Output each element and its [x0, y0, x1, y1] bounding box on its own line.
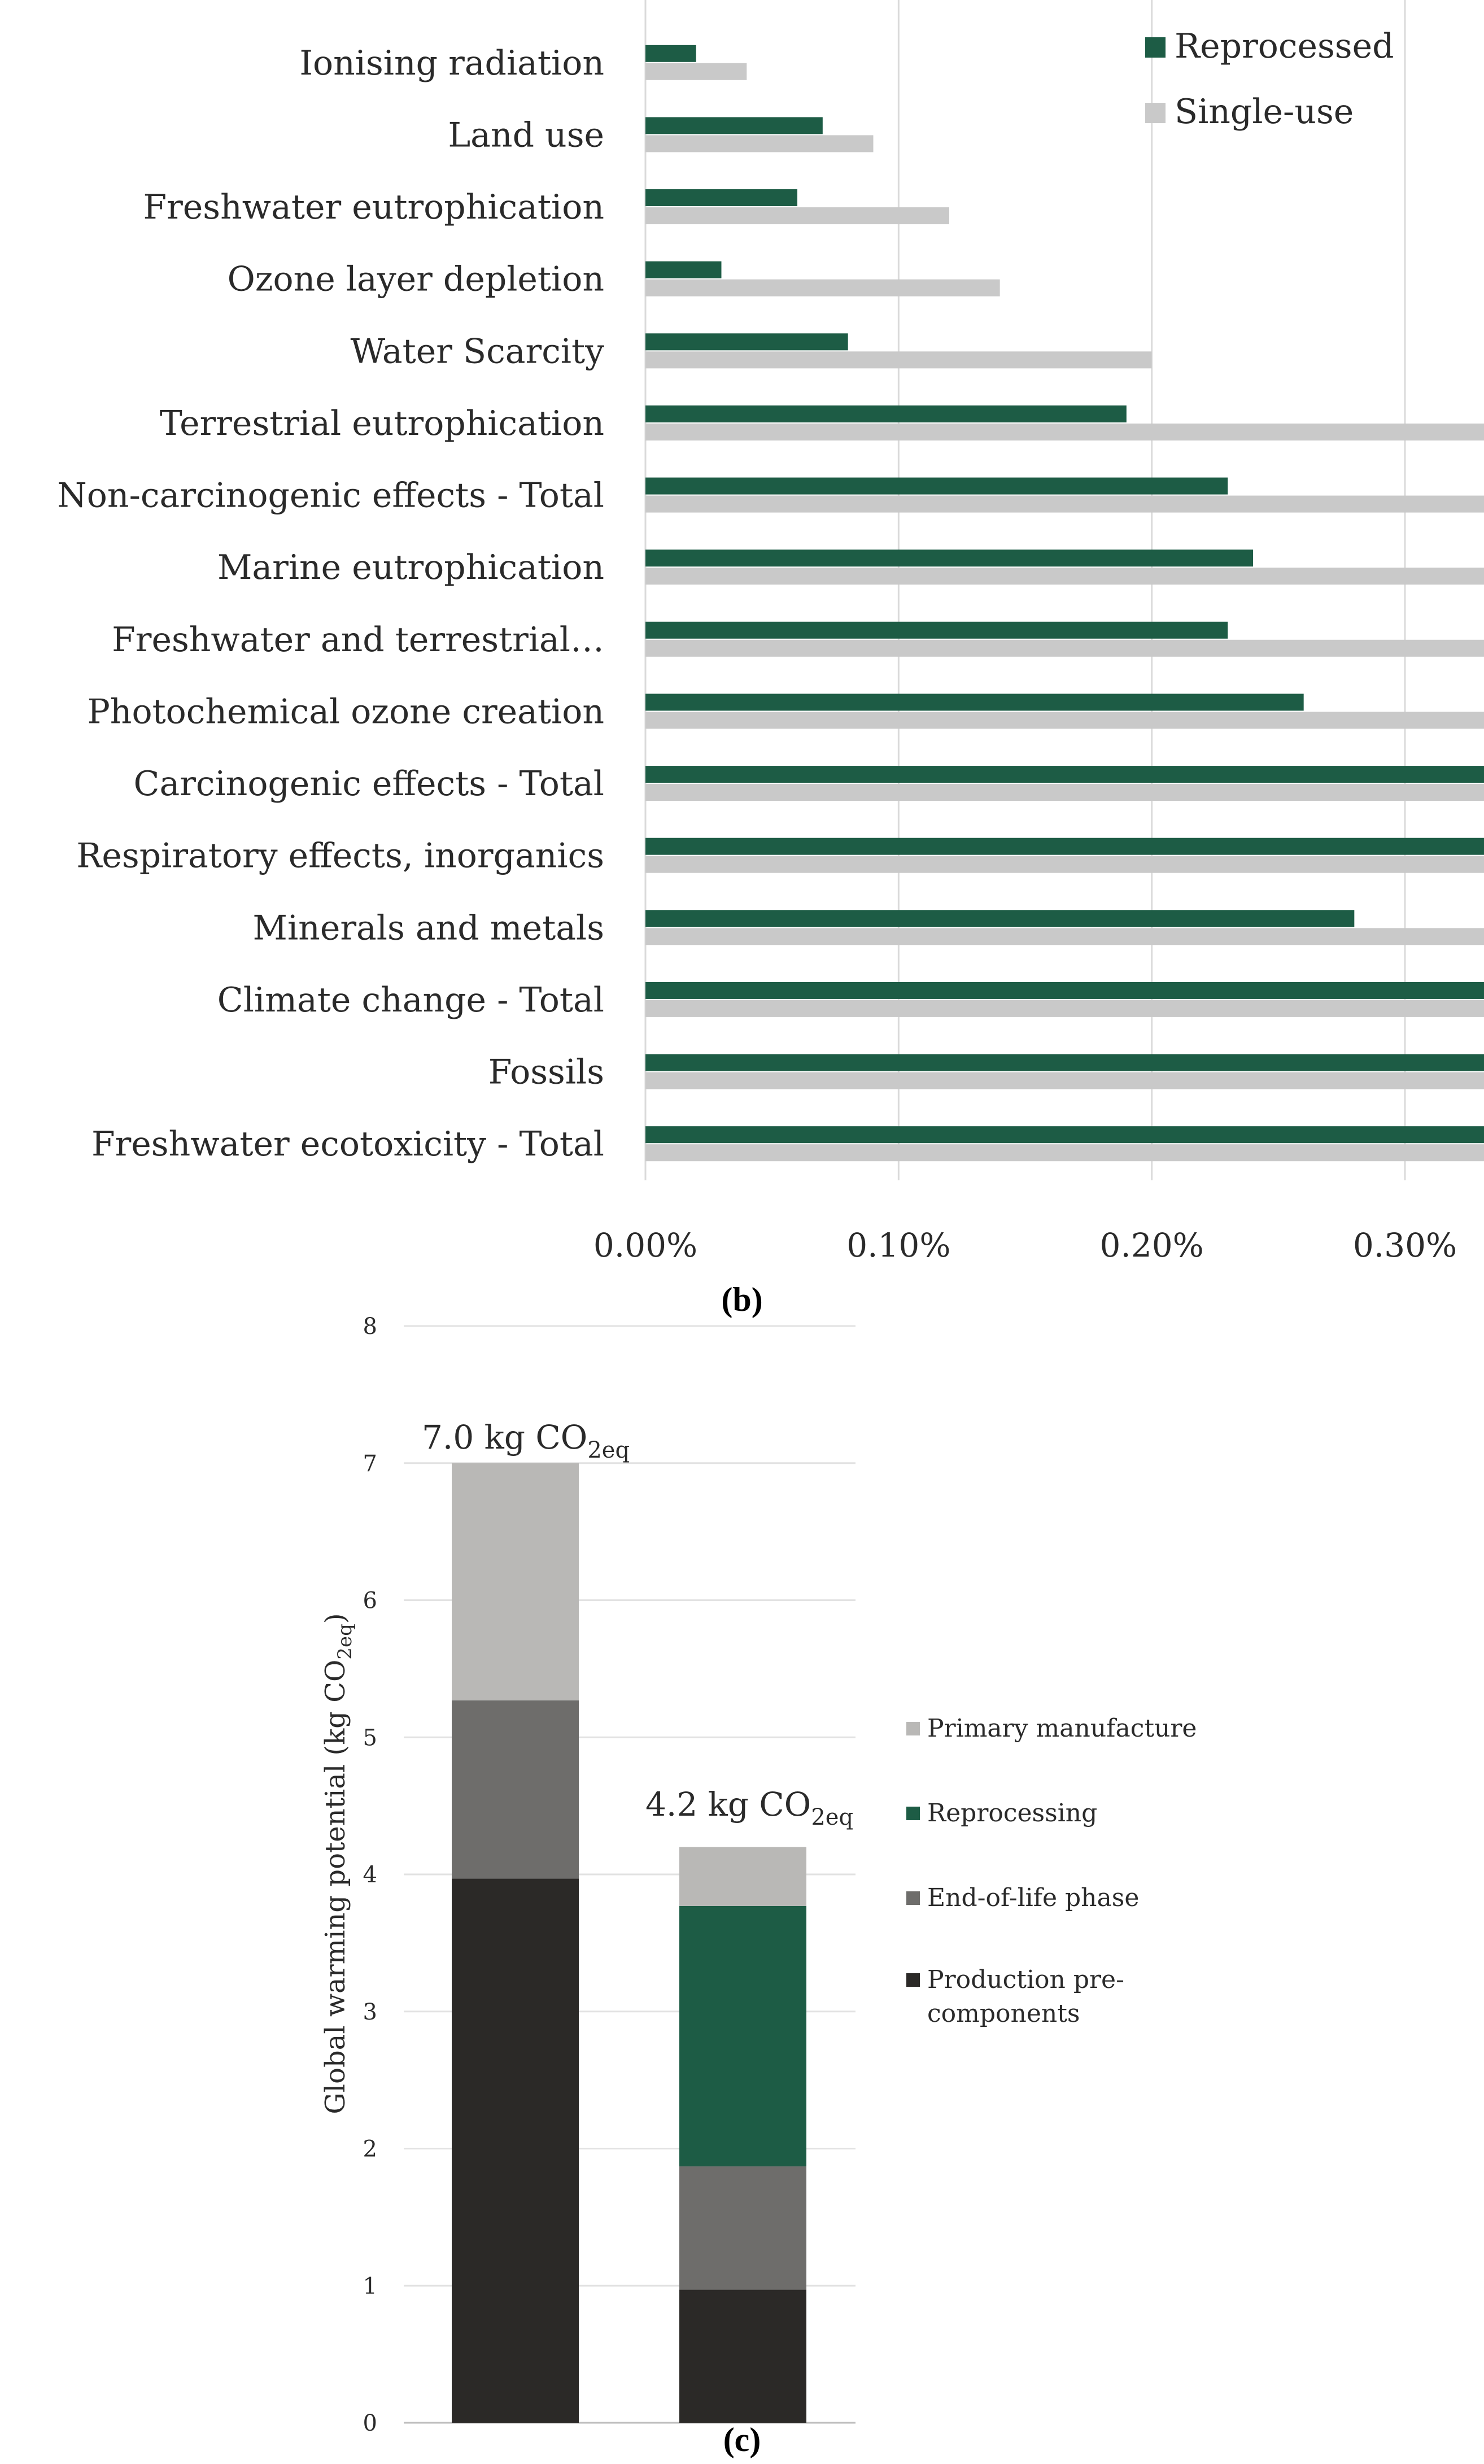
category-label: Ionising radiation [299, 43, 604, 83]
bar-single-use [645, 424, 1484, 441]
bar-single-use [645, 63, 747, 80]
y-tick-label: 3 [363, 1999, 377, 2025]
category-label: Freshwater ecotoxicity - Total [91, 1124, 604, 1165]
total-label-reprocessed: 4.2 kg $CO_{2eq}$ [645, 1785, 854, 1830]
bar-single-use [645, 1000, 1484, 1017]
bar-reprocessed [645, 333, 848, 350]
bar-single-use [645, 712, 1484, 729]
y-tick-label: 6 [363, 1588, 377, 1614]
panel-c-legend [906, 1714, 1197, 2028]
bar-reprocessed [645, 117, 823, 134]
bar-reprocessed [645, 261, 722, 278]
bar-single-use [645, 280, 1000, 296]
category-label: Marine eutrophication [217, 548, 604, 588]
stack-segment [452, 1700, 579, 1879]
bar-reprocessed [645, 189, 797, 206]
category-label: Freshwater and terrestrial… [112, 620, 604, 660]
y-tick-label: 2 [363, 2136, 377, 2162]
panel-b-caption-letter: b [732, 1281, 752, 1318]
x-tick-label: 0.20% [1099, 1226, 1204, 1264]
bar-reprocessed [645, 478, 1228, 495]
legend-label: Reprocessing [927, 1799, 1098, 1828]
total-label-single-use: 7.0 kg $CO_{2eq}$ [422, 1418, 630, 1463]
legend-label: components [927, 1999, 1080, 2028]
panel-b-bars [645, 45, 1484, 1161]
panel-b-legend [1145, 27, 1394, 132]
bar-reprocessed [645, 1054, 1484, 1071]
bar-reprocessed [645, 766, 1484, 783]
panel-c-caption-letter: c [734, 2421, 750, 2458]
category-label: Ozone layer depletion [227, 259, 604, 299]
legend-swatch-reprocessed [1145, 37, 1166, 58]
panel-b-chart [57, 0, 1484, 1318]
bar-single-use [645, 928, 1484, 945]
category-label: Minerals and metals [252, 908, 604, 948]
category-label: Fossils [488, 1052, 604, 1092]
bar-single-use [645, 784, 1484, 801]
bar-reprocessed [645, 694, 1304, 710]
legend-label-single-use: Single-use [1175, 92, 1354, 132]
bar-single-use [645, 207, 949, 224]
bar-single-use [645, 640, 1484, 657]
x-tick-label: 0.10% [846, 1226, 951, 1264]
y-tick-label: 4 [363, 1862, 377, 1888]
x-tick-label: 0.00% [593, 1226, 698, 1264]
category-label: Land use [448, 115, 604, 155]
panel-b-caption: (b) [721, 1281, 763, 1318]
x-tick-label: 0.30% [1352, 1226, 1457, 1264]
legend-swatch-single-use [1145, 103, 1166, 123]
bar-single-use [645, 1144, 1484, 1161]
legend-label: End-of-life phase [927, 1883, 1140, 1912]
panel-c-chart [320, 1314, 1197, 2458]
category-label: Terrestrial eutrophication [159, 403, 604, 443]
bar-single-use [645, 496, 1484, 513]
bar-single-use [645, 135, 874, 152]
bar-reprocessed [645, 982, 1484, 999]
legend-label: Production pre- [927, 1965, 1124, 1994]
panel-c-y-axis-label: Global warming potential (kg $CO_{2eq}$) [320, 1613, 356, 2114]
category-label: Photochemical ozone creation [87, 692, 604, 732]
bar-single-use [645, 568, 1484, 585]
category-label: Freshwater eutrophication [143, 187, 604, 228]
category-label: Carcinogenic effects - Total [133, 764, 604, 804]
y-tick-label: 5 [363, 1725, 377, 1751]
y-tick-label: 8 [363, 1314, 377, 1340]
bar-single-use [645, 351, 1152, 368]
category-label: Respiratory effects, inorganics [76, 836, 604, 876]
legend-swatch [906, 1973, 920, 1987]
category-label: Water Scarcity [350, 332, 604, 372]
bar-reprocessed [645, 550, 1253, 566]
y-tick-label: 7 [363, 1450, 377, 1477]
category-label: Non-carcinogenic effects - Total [57, 476, 604, 516]
legend-swatch [906, 1891, 920, 1905]
bar-reprocessed [645, 45, 696, 62]
legend-label-reprocessed: Reprocessed [1175, 27, 1394, 66]
legend-swatch [906, 1807, 920, 1820]
legend-swatch [906, 1722, 920, 1735]
stack-segment [679, 2166, 806, 2289]
panel-b-x-tick-labels [593, 1226, 1457, 1264]
y-tick-label: 0 [363, 2410, 377, 2436]
stack-segment [452, 1463, 579, 1700]
bar-reprocessed [645, 622, 1228, 639]
legend-label: Primary manufacture [927, 1714, 1197, 1743]
stack-segment [679, 2290, 806, 2423]
category-label: Climate change - Total [217, 980, 604, 1020]
stack-segment [679, 1906, 806, 2166]
stack-segment [679, 1847, 806, 1905]
panel-c-caption: (c) [723, 2421, 761, 2458]
bar-reprocessed [645, 405, 1127, 422]
bar-reprocessed [645, 910, 1354, 927]
panel-c-bars [452, 1463, 806, 2423]
bar-reprocessed [645, 1126, 1484, 1143]
bar-single-use [645, 856, 1484, 873]
panel-b-category-labels [57, 43, 604, 1164]
bar-reprocessed [645, 838, 1484, 855]
bar-single-use [645, 1072, 1484, 1089]
panel-c-y-tick-labels [363, 1314, 377, 2436]
stack-segment [452, 1878, 579, 2423]
y-tick-label: 1 [363, 2273, 377, 2300]
